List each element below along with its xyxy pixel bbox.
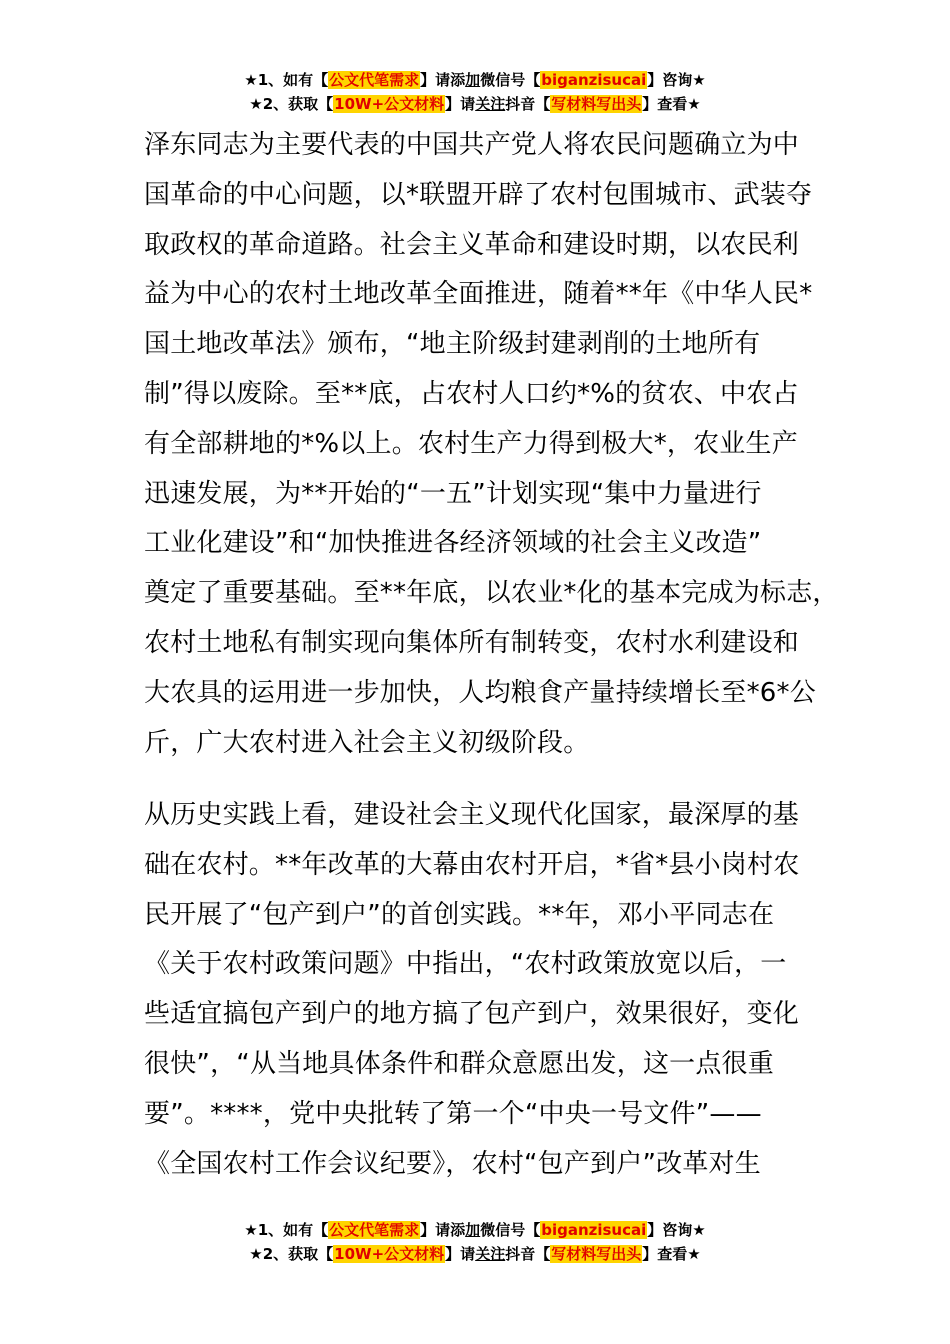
text-line: 要”。****，党中央批转了第一个“中央一号文件”—— [144, 1098, 762, 1129]
footer-line-2 [0, 1242, 950, 1266]
highlight-materials: 10W+公文材料 [334, 1245, 445, 1263]
banner-text: 微信号【 [480, 1221, 541, 1239]
highlight-wechat-id: biganzisucai [541, 1221, 647, 1239]
highlight-douyin-account: 写材料写出头 [551, 95, 642, 113]
banner-text: 】咨询 [647, 71, 693, 89]
banner-text: 微信号【 [480, 71, 541, 89]
text-line: 《关于农村政策问题》中指出，“农村政策放宽以后，一 [144, 949, 787, 980]
banner-text: 】咨询 [647, 1221, 693, 1239]
star-icon: ★ [244, 1221, 258, 1239]
text-line: 大农具的运用进一步加快，人均粮食产量持续增长至*6*公 [144, 677, 816, 708]
highlight-service: 公文代笔需求 [329, 1221, 420, 1239]
header-line-2 [0, 92, 950, 116]
text-line: 迅速发展，为**开始的“一五”计划实现“集中力量进行 [144, 478, 762, 509]
highlight-service: 公文代笔需求 [329, 71, 420, 89]
text-line: 制”得以废除。至**底，占农村人口约*%的贫农、中农占 [144, 378, 799, 409]
star-icon: ★ [244, 71, 258, 89]
text-line: 《全国农村工作会议纪要》，农村“包产到户”改革对生 [144, 1148, 761, 1179]
banner-text: 】请 [445, 95, 476, 113]
text-line: 有全部耕地的*%以上。农村生产力得到极大*，农业生产 [144, 428, 798, 459]
highlight-douyin-account: 写材料写出头 [551, 1245, 642, 1263]
banner-text: 1、如有【 [257, 71, 329, 89]
highlight-materials: 10W+公文材料 [334, 95, 445, 113]
text-line: 奠定了重要基础。至**年底，以农业*化的基本完成为标志， [144, 578, 839, 609]
text-line: 些适宜搞包产到户的地方搞了包产到户，效果很好，变化 [144, 999, 800, 1030]
text-line: 工业化建设”和“加快推进各经济领域的社会主义改造” [144, 528, 762, 559]
text-line: 国革命的中心问题，以*联盟开辟了农村包围城市、武装夺 [144, 179, 813, 210]
banner-text: 抖音【 [505, 95, 551, 113]
banner-text: 抖音【 [505, 1245, 551, 1263]
banner-underlined-text: 加 [465, 71, 481, 89]
highlight-wechat-id: biganzisucai [541, 71, 647, 89]
banner-text: 】请添 [420, 71, 466, 89]
text-line: 农村土地私有制实现向集体所有制转变，农村水利建设和 [144, 627, 800, 658]
banner-text: 2、获取【 [262, 95, 334, 113]
text-line: 很快”，“从当地具体条件和群众意愿出发，这一点很重 [144, 1048, 774, 1079]
banner-text: 2、获取【 [262, 1245, 334, 1263]
banner-underlined-text: 加 [465, 1221, 481, 1239]
banner-text: 】请 [445, 1245, 476, 1263]
banner-text: 1、如有【 [257, 1221, 329, 1239]
header-line-1 [0, 68, 950, 92]
text-line: 民开展了“包产到户”的首创实践。**年，邓小平同志在 [144, 899, 775, 930]
text-line: 益为中心的农村土地改革全面推进，随着**年《中华人民* [144, 279, 813, 310]
paragraph-1 [144, 121, 839, 768]
banner-text: 】查看 [642, 95, 688, 113]
text-line: 础在农村。**年改革的大幕由农村开启，*省*县小岗村农 [144, 849, 800, 880]
footer-line-1 [0, 1218, 950, 1242]
banner-text: 】请添 [420, 1221, 466, 1239]
text-line: 斤，广大农村进入社会主义初级阶段。 [144, 727, 590, 758]
text-line: 国土地改革法》颁布，“地主阶级封建剥削的土地所有 [144, 329, 761, 360]
star-icon: ★ [249, 1245, 263, 1263]
banner-underlined-text: 关注 [475, 1245, 506, 1263]
footer-banner [0, 1218, 950, 1266]
paragraph-2 [144, 791, 824, 1189]
star-icon: ★ [692, 71, 706, 89]
star-icon: ★ [249, 95, 263, 113]
star-icon: ★ [692, 1221, 706, 1239]
banner-text: 】查看 [642, 1245, 688, 1263]
banner-underlined-text: 关注 [475, 95, 506, 113]
star-icon: ★ [687, 95, 701, 113]
star-icon: ★ [687, 1245, 701, 1263]
text-line: 从历史实践上看，建设社会主义现代化国家，最深厚的基 [144, 800, 800, 830]
text-line: 泽东同志为主要代表的中国共产党人将农民问题确立为中 [144, 130, 800, 160]
text-line: 取政权的革命道路。社会主义革命和建设时期，以农民利 [144, 229, 800, 260]
header-banner [0, 68, 950, 116]
